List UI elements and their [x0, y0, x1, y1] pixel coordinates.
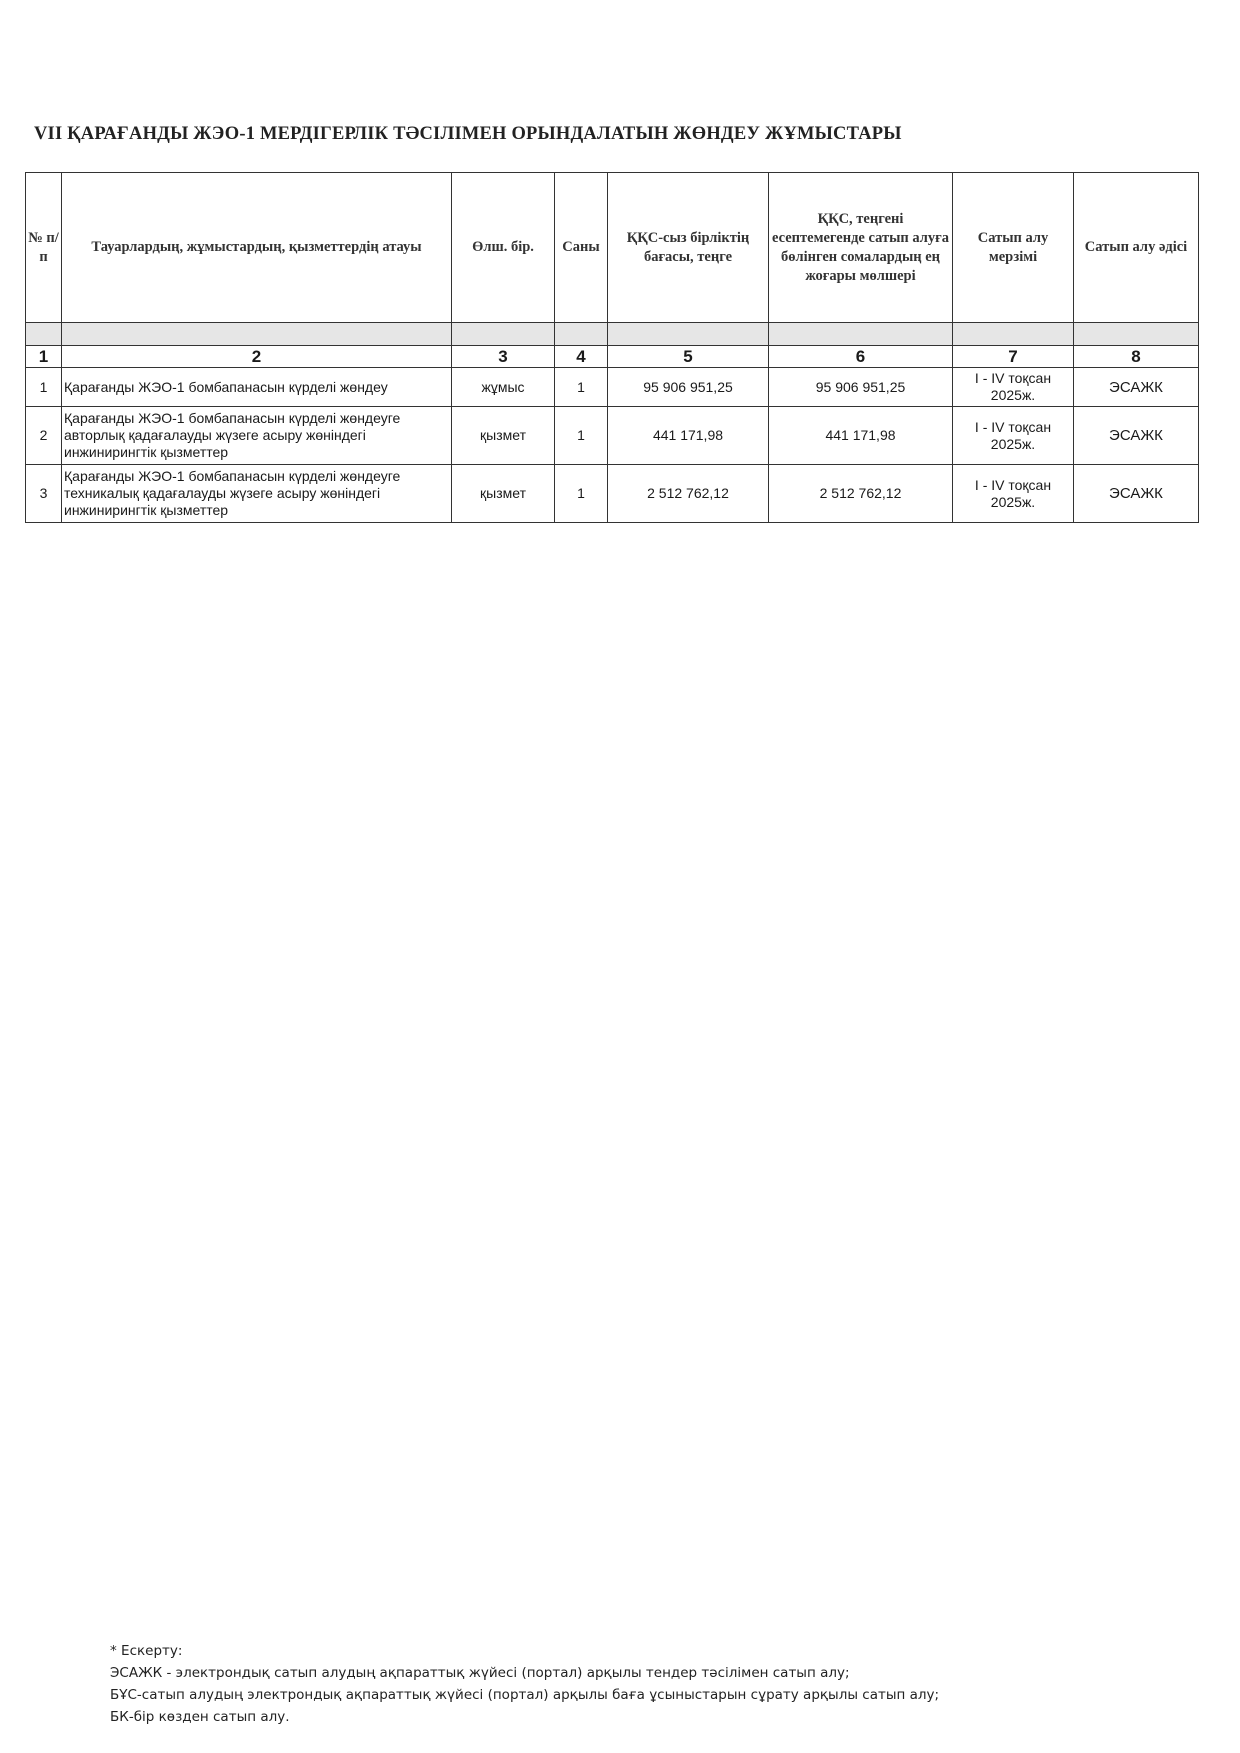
header-cell-period: Сатып алу мерзімі — [953, 173, 1074, 323]
header-cell-unit-price: ҚҚС-сыз бірліктің бағасы, теңге — [608, 173, 769, 323]
item-unit: қызмет — [452, 407, 555, 465]
item-max-amount: 441 171,98 — [769, 407, 953, 465]
column-number: 6 — [769, 346, 953, 368]
row-number: 2 — [26, 407, 62, 465]
footnote-line: БК-бір көзден сатып алу. — [110, 1709, 290, 1725]
item-name: Қарағанды ЖЭО-1 бомбапанасын күрделі жөндеуге техникалық қадағалауды жүзеге асыру жөніндегі инжинирингтік қызметтер — [62, 465, 452, 523]
item-unit: қызмет — [452, 465, 555, 523]
footnote-heading: * Ескерту: — [110, 1643, 183, 1659]
item-unit-price: 441 171,98 — [608, 407, 769, 465]
item-method: ЭСАЖК — [1074, 465, 1199, 523]
column-number: 5 — [608, 346, 769, 368]
column-number: 2 — [62, 346, 452, 368]
table-row — [26, 407, 1199, 465]
item-period: I - IV тоқсан 2025ж. — [953, 407, 1074, 465]
item-name: Қарағанды ЖЭО-1 бомбапанасын күрделі жөндеуге авторлық қадағалауды жүзеге асыру жөніндегі инжинирингтік қызметтер — [62, 407, 452, 465]
item-max-amount: 2 512 762,12 — [769, 465, 953, 523]
item-period: I - IV тоқсан 2025ж. — [953, 368, 1074, 407]
header-cell-max-amount: ҚҚС, теңгені есептемегенде сатып алуға бөлінген сомалардың ең жоғары мөлшері — [769, 173, 953, 323]
procurement-table — [25, 172, 1199, 523]
header-cell-name: Тауарлардың, жұмыстардың, қызметтердің атауы — [62, 173, 452, 323]
item-name: Қарағанды ЖЭО-1 бомбапанасын күрделі жөндеу — [62, 368, 452, 407]
item-max-amount: 95 906 951,25 — [769, 368, 953, 407]
item-qty: 1 — [555, 407, 608, 465]
footnote-line: ЭСАЖК - электрондық сатып алудың ақпараттық жүйесі (портал) арқылы тендер тәсілімен сатып алу; — [110, 1665, 850, 1681]
item-method: ЭСАЖК — [1074, 368, 1199, 407]
header-cell-qty: Саны — [555, 173, 608, 323]
item-period: I - IV тоқсан 2025ж. — [953, 465, 1074, 523]
item-unit-price: 95 906 951,25 — [608, 368, 769, 407]
item-unit: жұмыс — [452, 368, 555, 407]
header-cell-method: Сатып алу әдісі — [1074, 173, 1199, 323]
column-number: 4 — [555, 346, 608, 368]
page-title: VII ҚАРАҒАНДЫ ЖЭО-1 МЕРДІГЕРЛІК ТӘСІЛІМЕН ОРЫНДАЛАТЫН ЖӨНДЕУ ЖҰМЫСТАРЫ — [34, 124, 902, 144]
spacer-row — [26, 323, 1199, 346]
row-number: 3 — [26, 465, 62, 523]
column-number: 8 — [1074, 346, 1199, 368]
row-number: 1 — [26, 368, 62, 407]
header-cell-unit: Өлш. бір. — [452, 173, 555, 323]
column-number: 3 — [452, 346, 555, 368]
column-number: 7 — [953, 346, 1074, 368]
item-qty: 1 — [555, 368, 608, 407]
item-unit-price: 2 512 762,12 — [608, 465, 769, 523]
item-method: ЭСАЖК — [1074, 407, 1199, 465]
table-row — [26, 368, 1199, 407]
column-number-row — [26, 346, 1199, 368]
footnote-line: БҰС-сатып алудың электрондық ақпараттық жүйесі (портал) арқылы баға ұсыныстарын сұрату арқылы сатып алу; — [110, 1687, 940, 1703]
header-row — [26, 173, 1199, 323]
column-number: 1 — [26, 346, 62, 368]
item-qty: 1 — [555, 465, 608, 523]
header-cell-no: № п/п — [26, 173, 62, 323]
table-row — [26, 465, 1199, 523]
footnotes — [110, 1640, 1110, 1728]
